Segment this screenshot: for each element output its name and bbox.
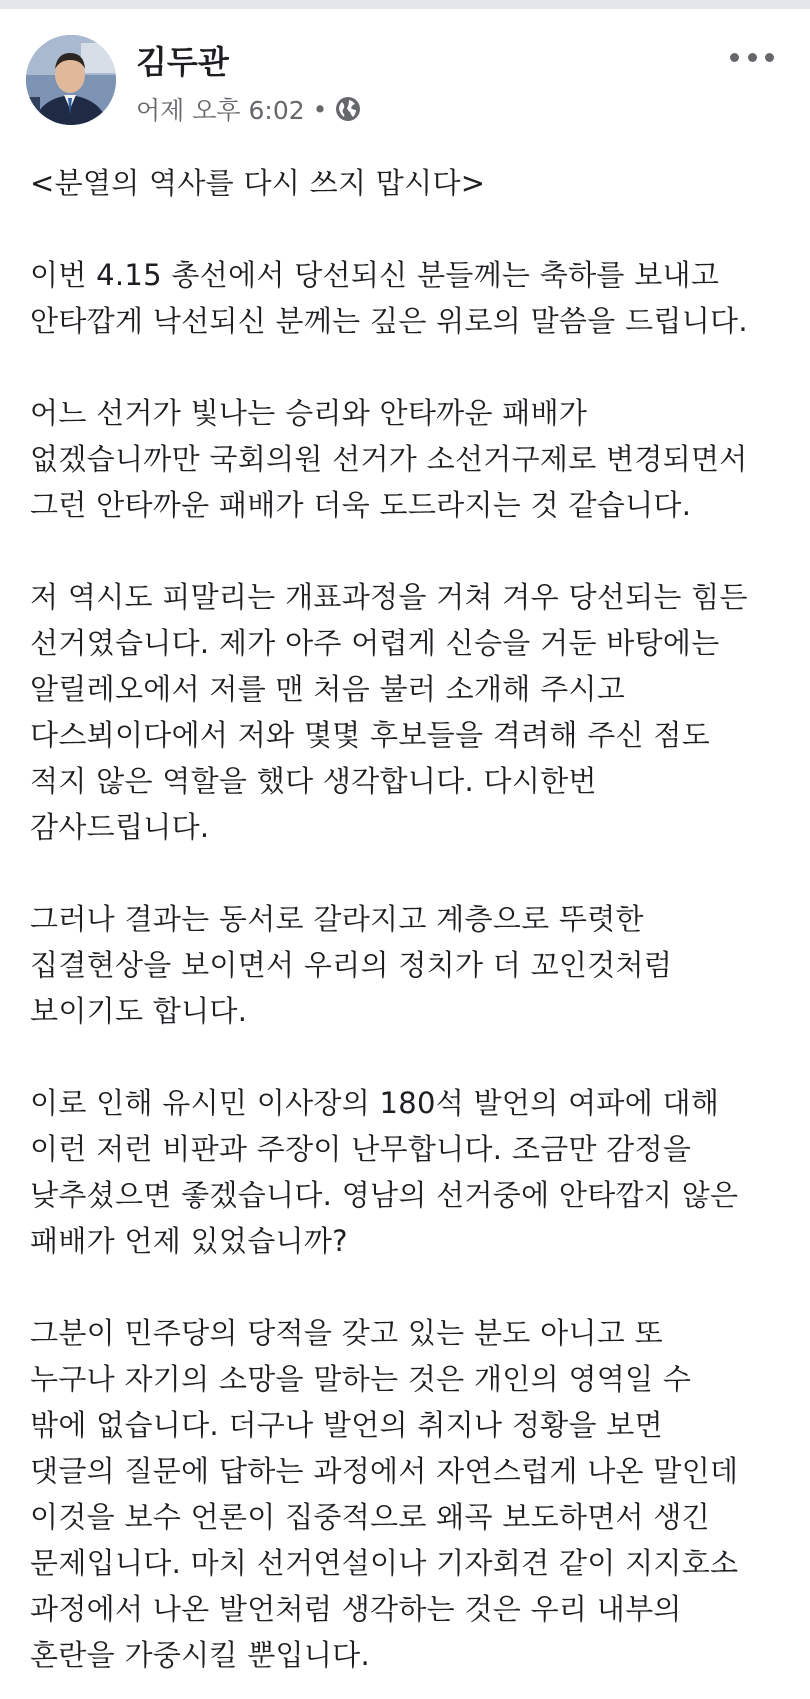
text-line: 선거였습니다. 제가 아주 어렵게 신승을 거둔 바탕에는 xyxy=(30,626,720,660)
text-line: 안타깝게 낙선되신 분께는 깊은 위로의 말씀을 드립니다. xyxy=(30,304,748,338)
paragraph xyxy=(30,1310,800,1678)
text-line: 그런 안타까운 패배가 더욱 도드라지는 것 같습니다. xyxy=(30,488,692,522)
text-line: 댓글의 질문에 답하는 과정에서 자연스럽게 나온 말인데 xyxy=(30,1454,739,1488)
paragraph xyxy=(30,252,800,344)
top-divider xyxy=(0,0,810,9)
author-name[interactable]: 김두관 xyxy=(136,43,229,81)
text-line: 그분이 민주당의 당적을 갖고 있는 분도 아니고 또 xyxy=(30,1316,663,1350)
post-meta xyxy=(136,91,361,127)
text-line: 알릴레오에서 저를 맨 처음 불러 소개해 주시고 xyxy=(30,672,626,706)
text-line: 이번 4.15 총선에서 당선되신 분들께는 축하를 보내고 xyxy=(30,258,720,292)
more-options-icon xyxy=(730,53,739,62)
post-header xyxy=(0,9,810,141)
text-line: 과정에서 나온 발언처럼 생각하는 것은 우리 내부의 xyxy=(30,1592,682,1626)
text-line: 저 역시도 피말리는 개표과정을 거쳐 겨우 당선되는 힘든 xyxy=(30,580,748,614)
text-line: 혼란을 가중시킬 뿐입니다. xyxy=(30,1638,371,1672)
globe-icon[interactable] xyxy=(335,96,361,122)
text-line: 이런 저런 비판과 주장이 난무합니다. 조금만 감정을 xyxy=(30,1132,692,1166)
avatar-photo-icon xyxy=(26,35,116,125)
text-line: 낮추셨으면 좋겠습니다. 영남의 선거중에 안타깝지 않은 xyxy=(30,1178,739,1212)
post-body xyxy=(30,160,800,1678)
text-line: 패배가 언제 있었습니까? xyxy=(30,1224,348,1258)
text-line: 밖에 없습니다. 더구나 발언의 취지나 정황을 보면 xyxy=(30,1408,663,1442)
post-timestamp[interactable]: 어제 오후 6:02 xyxy=(136,96,305,125)
text-line: 감사드립니다. xyxy=(30,810,210,844)
paragraph xyxy=(30,1080,800,1264)
paragraph xyxy=(30,574,800,850)
text-line: 보이기도 합니다. xyxy=(30,994,248,1028)
more-options-button[interactable] xyxy=(730,45,774,69)
post-title xyxy=(30,160,800,206)
text-line: 다스뵈이다에서 저와 몇몇 후보들을 격려해 주신 점도 xyxy=(30,718,711,752)
text-line: 이로 인해 유시민 이사장의 180석 발언의 여파에 대해 xyxy=(30,1086,720,1120)
post-title-text: <분열의 역사를 다시 쓰지 맙시다> xyxy=(30,166,486,200)
text-line: 누구나 자기의 소망을 말하는 것은 개인의 영역일 수 xyxy=(30,1362,692,1396)
text-line: 어느 선거가 빛나는 승리와 안타까운 패배가 xyxy=(30,396,588,430)
text-line: 적지 않은 역할을 했다 생각합니다. 다시한번 xyxy=(30,764,597,798)
avatar[interactable] xyxy=(26,35,116,125)
meta-separator: • xyxy=(312,94,328,124)
paragraph xyxy=(30,390,800,528)
text-line: 집결현상을 보이면서 우리의 정치가 더 꼬인것처럼 xyxy=(30,948,673,982)
text-line: 그러나 결과는 동서로 갈라지고 계층으로 뚜렷한 xyxy=(30,902,644,936)
paragraph xyxy=(30,896,800,1034)
text-line: 없겠습니까만 국회의원 선거가 소선거구제로 변경되면서 xyxy=(30,442,748,476)
text-line: 문제입니다. 마치 선거연설이나 기자회견 같이 지지호소 xyxy=(30,1546,739,1580)
text-line: 이것을 보수 언론이 집중적으로 왜곡 보도하면서 생긴 xyxy=(30,1500,711,1534)
